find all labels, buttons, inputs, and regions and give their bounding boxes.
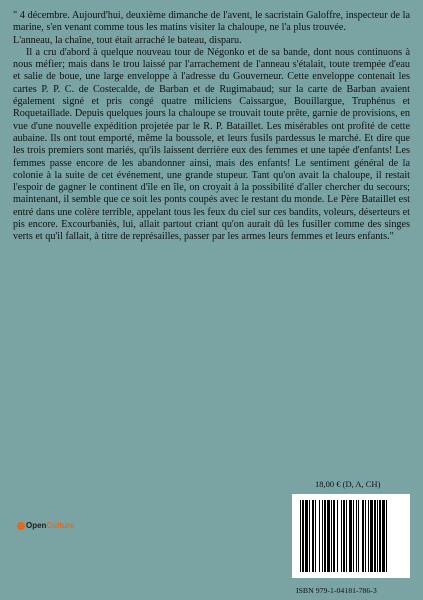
logo-wordmark: OpenCulture — [26, 521, 75, 530]
price-label: 18,00 € (D, A, CH) — [315, 479, 381, 489]
paragraph-3: Il a cru d'abord à quelque nouveau tour de Négonko et de sa bande, dont nous continuons à nous méfier; mais dans le trou laissé par l'arrachement de l'anneau s'étalait, toute trempée d'eau et salie de boue, une large enveloppe à l'adresse du Gouverneur. Cette enveloppe contenait les cartes P. P. C. de Costecalde, de Barban et de Rugimabaud; sur la carte de Barban avaient également signé et pris congé quatre miliciens Caissargue, Bouillargue, Truphénus et Roquetaillade. Depuis quelques jours la chaloupe se trouvait toute prête, garnie de provisions, en vue d'une nouvelle expédition projetée par le R. P. Bataillet. Les misérables ont profité de cette aubaine. Ils ont tout emporté, même la boussole, et leurs fusils pardessus le marché. Et dire que les trois premiers sont mariés, qu'ils laissent derrière eux des femmes et une tapée d'enfants! Les femmes passe encore de les abandonner ainsi, mais des enfants! Le sentiment général de la colonie à la suite de cet événement, une grande stupeur. Tant qu'on avait la chaloupe, il restait l'espoir de gagner le continent d'île en île, on croyait à la possibilité d'aller chercher du secours; maintenant, il semble que ce soit les ponts coupés avec le restant du monde. Le Père Bataillet est entré dans une colère terrible, appelant tous les feux du ciel sur ces bandits, voleurs, déserteurs et pis encore. Excourbaniès, lui, allait partout criant qu'on aurait dû les fusiller comme des singes verts et qu'il fallait, à titre de représailles, passer par les armes leurs femmes et leurs enfants." — [13, 46, 410, 243]
logo-circle-icon — [17, 522, 25, 530]
back-cover-text — [13, 10, 410, 244]
isbn-label: ISBN 979-1-04181-786-3 — [296, 586, 377, 595]
paragraph-1: " 4 décembre. Aujourd'hui, deuxième dimanche de l'avent, le sacristain Galoffre, inspecteur de la marine, s'en venant comme tous les matins visiter la chaloupe, ne l'a plus trouvée. — [13, 10, 410, 34]
paragraph-2: L'anneau, la chaîne, tout était arraché le bateau, disparu. — [13, 34, 242, 46]
barcode-icon — [298, 500, 404, 572]
publisher-logo — [17, 521, 74, 530]
barcode — [292, 494, 410, 578]
